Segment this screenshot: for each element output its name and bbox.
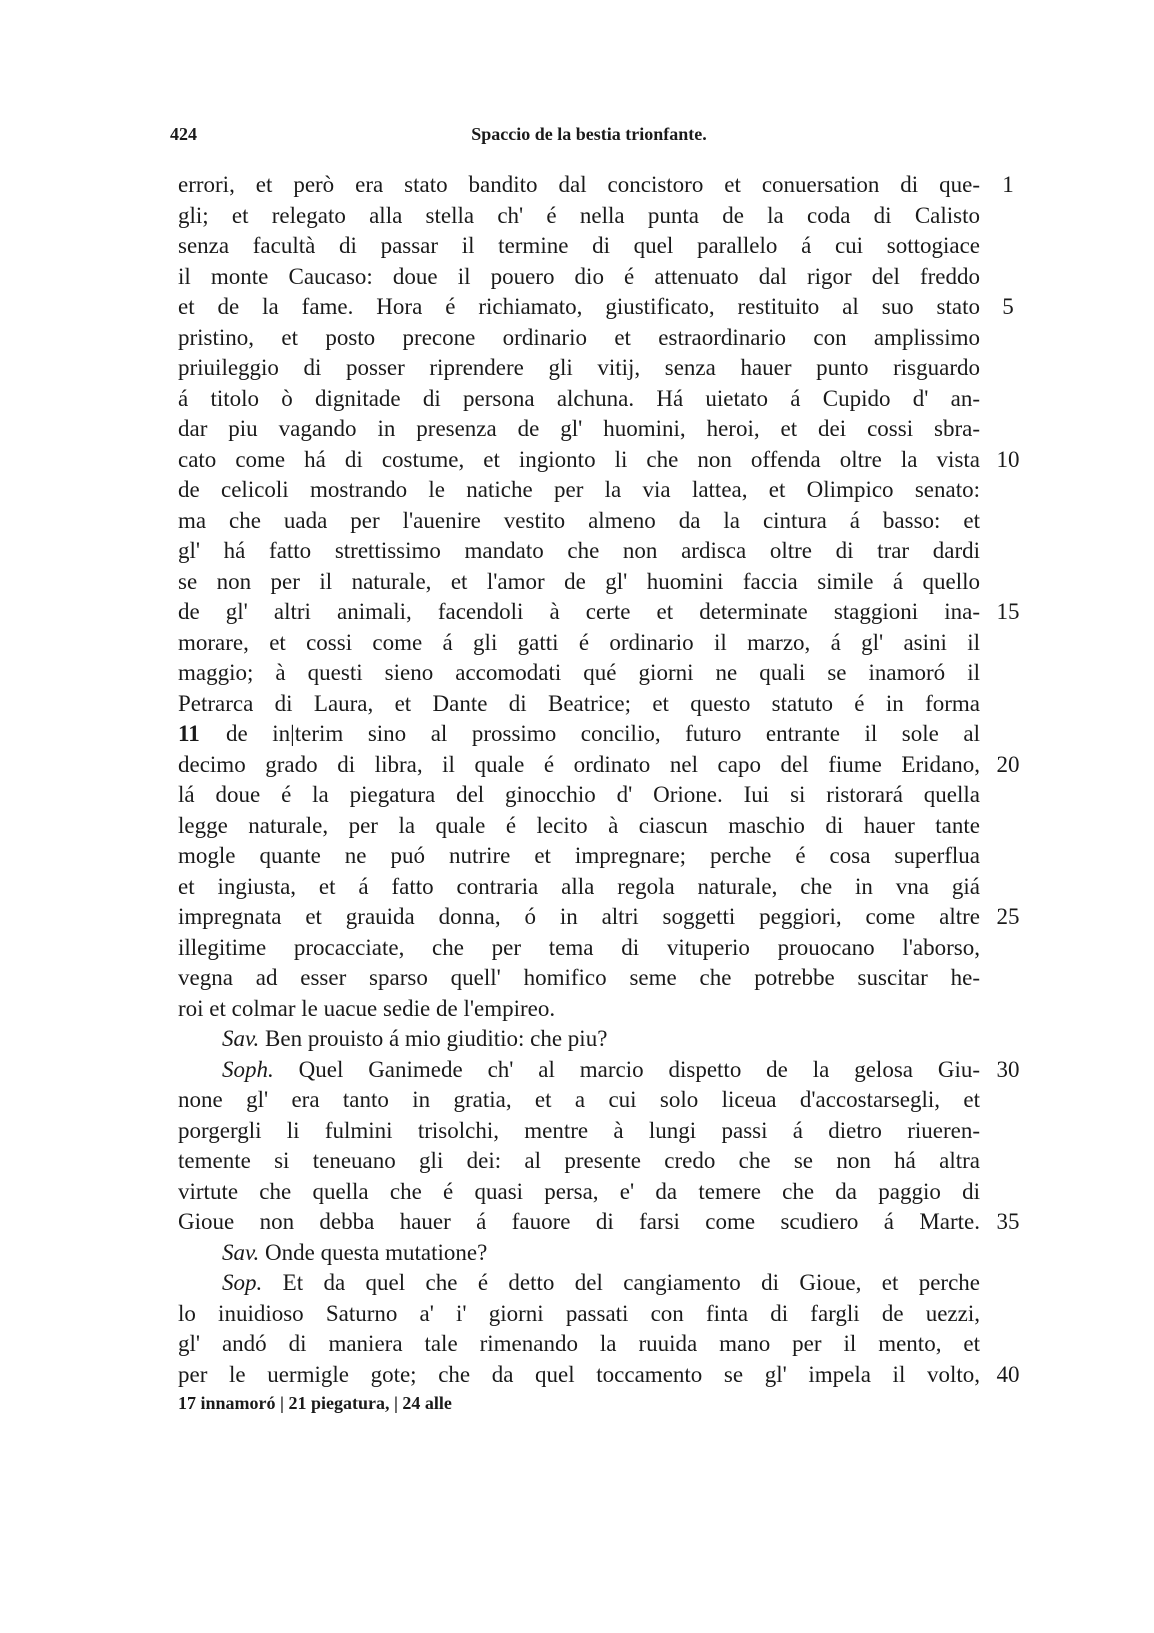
line-text — [178, 170, 980, 201]
line-text — [178, 994, 980, 1025]
text-line — [0, 994, 1154, 1025]
line-text — [178, 902, 980, 933]
text-line — [0, 170, 1154, 201]
line-number: 5 — [1002, 294, 1014, 319]
line-body: illegitime procacciate, che per tema di vituperio prouocano l'aborso, — [178, 934, 980, 960]
line-body: virtute che quella che é quasi persa, e' da temere che da paggio di — [178, 1178, 980, 1204]
line-number: 1 — [1002, 172, 1014, 197]
line-body: Et da quel che é detto del cangiamento di Gioue, et perche — [282, 1270, 981, 1295]
text-line — [0, 1299, 1154, 1330]
text-line — [0, 689, 1154, 720]
line-text — [178, 1146, 980, 1177]
line-body: vegna ad esser sparso quell' homifico seme che potrebbe suscitar he- — [178, 965, 980, 990]
line-body: de celicoli mostrando le natiche per la via lattea, et Olimpico senato: — [178, 477, 980, 502]
text-line — [0, 628, 1154, 659]
line-body: priuileggio di posser riprendere gli vitij, senza hauer punto risguardo — [178, 355, 980, 380]
line-text — [178, 323, 980, 354]
line-text — [178, 1085, 980, 1116]
line-number: 35 — [996, 1209, 1020, 1234]
line-text — [222, 1238, 980, 1269]
text-line — [0, 750, 1154, 781]
line-text — [178, 536, 980, 567]
line-text — [178, 963, 980, 994]
line-body: dar piu vagando in presenza de gl' huomini, heroi, et dei cossi sbra- — [178, 416, 980, 441]
text-line — [0, 567, 1154, 598]
line-text — [178, 1329, 980, 1360]
line-text — [178, 567, 980, 598]
line-text — [178, 933, 980, 964]
text-line — [0, 1207, 1154, 1238]
line-text — [178, 628, 980, 659]
line-body: morare, et cossi come á gli gatti é ordinario il marzo, á gl' asini il — [178, 629, 980, 655]
line-body: lo inuidioso Saturno a' i' giorni passati con finta di fargli de uezzi, — [178, 1300, 980, 1326]
text-line — [0, 902, 1154, 933]
line-body: se non per il naturale, et l'amor de gl' huomini faccia simile á quello — [178, 568, 980, 594]
line-body: senza facultà di passar il termine di quel parallelo á cui sottogiace — [178, 233, 980, 258]
line-body: legge naturale, per la quale é lecito à ciascun maschio di hauer tante — [178, 812, 980, 838]
line-body: ma che uada per l'auenire vestito almeno da la cintura á basso: et — [178, 507, 980, 533]
line-text — [178, 689, 980, 720]
line-text — [226, 719, 980, 750]
line-body: á titolo ò dignitade di persona alchuna. Há uietato á Cupido d' an- — [178, 385, 980, 411]
line-text — [178, 1299, 980, 1330]
running-header — [170, 120, 1008, 150]
line-body: Gioue non debba hauer á fauore di farsi come scudiero á Marte. — [178, 1209, 980, 1234]
line-body: none gl' era tanto in gratia, et a cui solo liceua d'accostarsegli, et — [178, 1087, 980, 1112]
text-line — [0, 506, 1154, 537]
line-number: 40 — [996, 1361, 1020, 1387]
line-text — [178, 872, 980, 903]
line-text — [222, 1024, 980, 1055]
text-line — [0, 323, 1154, 354]
text-line — [0, 1055, 1154, 1086]
line-body: et de la fame. Hora é richiamato, giustificato, restituito al suo stato — [178, 294, 980, 319]
line-number: 20 — [996, 751, 1020, 777]
line-body: cato come há di costume, et ingionto li che non offenda oltre la vista — [178, 446, 980, 472]
line-number: 15 — [996, 599, 1020, 624]
text-line — [0, 780, 1154, 811]
line-body: temente si teneuano gli dei: al presente credo che se non há altra — [178, 1148, 980, 1173]
line-text — [178, 353, 980, 384]
line-body: decimo grado di libra, il quale é ordinato nel capo del fiume Eridano, — [178, 751, 980, 777]
text-line — [0, 536, 1154, 567]
line-text — [178, 1207, 980, 1238]
margin-page-mark: 11 — [178, 721, 200, 746]
text-line — [0, 1085, 1154, 1116]
line-text — [178, 445, 980, 476]
text-line — [0, 1146, 1154, 1177]
speaker-label: Soph. — [222, 1056, 274, 1082]
running-title: Spaccio de la bestia trionfante. — [471, 124, 707, 144]
line-body: Petrarca di Laura, et Dante di Beatrice; et questo statuto é in forma — [178, 690, 980, 716]
text-line — [0, 201, 1154, 232]
line-body: de gl' altri animali, facendoli à certe et determinate staggioni ina- — [178, 599, 980, 624]
line-text — [178, 384, 980, 415]
text-line — [0, 658, 1154, 689]
line-text — [222, 1055, 980, 1086]
line-body: pristino, et posto precone ordinario et estraordinario con amplissimo — [178, 324, 980, 350]
line-text — [178, 231, 980, 262]
text-line — [0, 597, 1154, 628]
line-body: impregnata et grauida donna, ó in altri soggetti peggiori, come altre — [178, 904, 980, 929]
text-line — [0, 963, 1154, 994]
text-line — [0, 1024, 1154, 1055]
footnote-variants: 17 innamoró | 21 piegatura, | 24 alle — [178, 1393, 452, 1413]
line-body: Quel Ganimede ch' al marcio dispetto de la gelosa Giu- — [298, 1056, 981, 1082]
text-line — [0, 414, 1154, 445]
text-line — [0, 1116, 1154, 1147]
text-line — [0, 1177, 1154, 1208]
text-line — [0, 811, 1154, 842]
text-line — [0, 719, 1154, 750]
line-text — [178, 750, 980, 781]
text-line — [0, 1360, 1154, 1391]
line-body: de in|terim sino al prossimo concilio, futuro entrante il sole al — [226, 721, 980, 746]
line-text — [178, 811, 980, 842]
line-body: roi et colmar le uacue sedie de l'empireo. — [178, 995, 556, 1021]
text-line — [0, 841, 1154, 872]
speaker-label: Sav. — [222, 1026, 260, 1051]
text-line — [0, 475, 1154, 506]
line-text — [178, 506, 980, 537]
line-body: Onde questa mutatione? — [265, 1239, 488, 1265]
line-text — [178, 414, 980, 445]
text-line — [0, 231, 1154, 262]
line-body: lá doue é la piegatura del ginocchio d' Orione. Iui si ristorará quella — [178, 782, 980, 807]
body-text — [0, 170, 1154, 1390]
text-line — [0, 933, 1154, 964]
line-text — [178, 1177, 980, 1208]
line-text — [178, 841, 980, 872]
text-line — [0, 292, 1154, 323]
line-text — [178, 201, 980, 232]
speaker-label: Sav. — [222, 1239, 260, 1265]
line-body: errori, et però era stato bandito dal concistoro et conuersation di que- — [178, 172, 980, 197]
text-line — [0, 353, 1154, 384]
line-text — [178, 262, 980, 293]
line-text — [178, 658, 980, 689]
line-body: et ingiusta, et á fatto contraria alla regola naturale, che in vna giá — [178, 873, 980, 899]
text-line — [0, 262, 1154, 293]
text-line — [0, 384, 1154, 415]
line-body: porgergli li fulmini trisolchi, mentre à lungi passi á dietro riueren- — [178, 1117, 980, 1143]
line-body: il monte Caucaso: doue il pouero dio é attenuato dal rigor del freddo — [178, 263, 980, 289]
text-line — [0, 872, 1154, 903]
line-body: gli; et relegato alla stella ch' é nella punta de la coda di Calisto — [178, 202, 980, 228]
line-number: 10 — [996, 446, 1020, 472]
line-text — [178, 1116, 980, 1147]
line-body: gl' andó di maniera tale rimenando la ruuida mano per il mento, et — [178, 1331, 980, 1356]
text-line — [0, 1268, 1154, 1299]
line-text — [178, 597, 980, 628]
line-text — [222, 1268, 980, 1299]
line-text — [178, 1360, 980, 1391]
page-number: 424 — [170, 124, 197, 144]
line-body: maggio; à questi sieno accomodati qué giorni ne quali se inamoró il — [178, 660, 980, 685]
line-body: per le uermigle gote; che da quel toccamento se gl' impela il volto, — [178, 1361, 980, 1387]
line-text — [178, 475, 980, 506]
line-body: Ben prouisto á mio giuditio: che piu? — [265, 1026, 608, 1051]
speaker-label: Sop. — [222, 1270, 263, 1295]
line-body: gl' há fatto strettissimo mandato che non ardisca oltre di trar dardi — [178, 538, 980, 563]
line-text — [178, 292, 980, 323]
line-number: 30 — [996, 1056, 1020, 1082]
text-line — [0, 1238, 1154, 1269]
line-body: mogle quante ne puó nutrire et impregnare; perche é cosa superflua — [178, 843, 980, 868]
text-line — [0, 445, 1154, 476]
line-number: 25 — [996, 904, 1020, 929]
text-line — [0, 1329, 1154, 1360]
line-text — [178, 780, 980, 811]
